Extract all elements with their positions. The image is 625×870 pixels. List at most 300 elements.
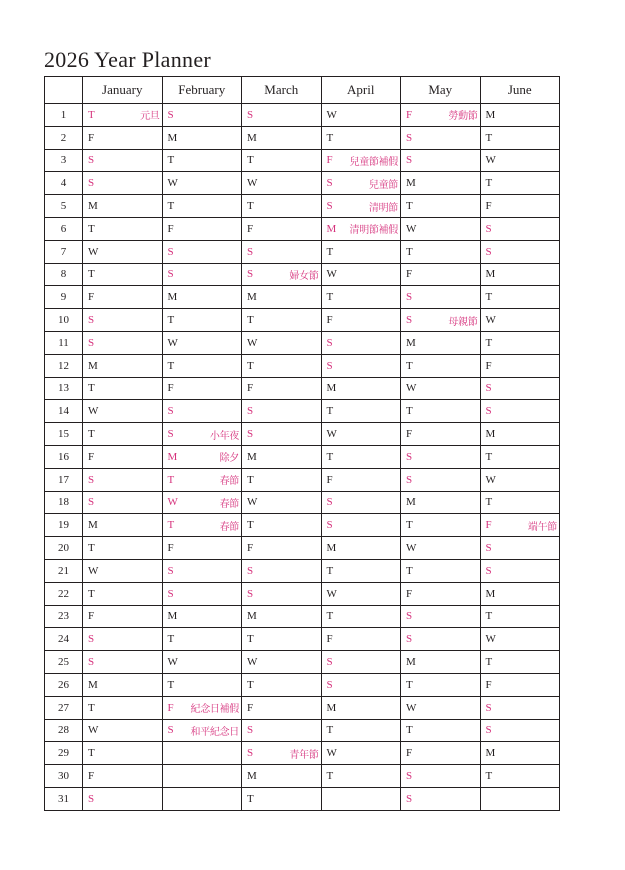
day-cell-january[interactable] <box>83 331 163 354</box>
day-cell-may[interactable] <box>401 651 481 674</box>
month-header-january: January <box>83 77 163 104</box>
weekday-letter: F <box>485 678 492 691</box>
day-cell-may[interactable] <box>401 263 481 286</box>
weekday-letter: T <box>485 656 493 669</box>
weekday-letter: S <box>326 336 333 349</box>
day-cell-january[interactable] <box>83 628 163 651</box>
day-row <box>45 172 560 195</box>
day-number: 4 <box>45 172 83 195</box>
day-cell-may[interactable] <box>401 240 481 263</box>
day-cell-february[interactable] <box>162 172 242 195</box>
day-cell-january[interactable] <box>83 217 163 240</box>
day-cell-june[interactable] <box>480 354 560 377</box>
weekday-letter: S <box>326 678 333 691</box>
day-cell-february[interactable] <box>162 423 242 446</box>
day-cell-january[interactable] <box>83 651 163 674</box>
weekday-letter: T <box>326 131 334 144</box>
weekday-letter: S <box>167 405 174 418</box>
day-cell-january[interactable] <box>83 240 163 263</box>
weekday-letter: S <box>88 496 95 509</box>
day-cell-january[interactable] <box>83 514 163 537</box>
day-cell-may[interactable] <box>401 491 481 514</box>
day-cell-april[interactable] <box>321 195 401 218</box>
day-cell-march[interactable] <box>242 445 322 468</box>
day-cell-march[interactable] <box>242 240 322 263</box>
day-cell-march[interactable] <box>242 719 322 742</box>
day-cell-may[interactable] <box>401 605 481 628</box>
day-cell-april[interactable] <box>321 468 401 491</box>
day-cell-june[interactable] <box>480 514 560 537</box>
weekday-letter: T <box>247 519 254 532</box>
day-cell-june[interactable] <box>480 286 560 309</box>
day-cell-april[interactable] <box>321 104 401 127</box>
day-cell-april[interactable] <box>321 559 401 582</box>
day-number: 12 <box>45 354 83 377</box>
day-cell-may[interactable] <box>401 559 481 582</box>
day-cell-may[interactable] <box>401 104 481 127</box>
day-cell-may[interactable] <box>401 331 481 354</box>
weekday-letter: F <box>167 382 174 395</box>
day-cell-june[interactable] <box>480 217 560 240</box>
weekday-letter: W <box>247 336 258 349</box>
day-cell-february[interactable] <box>162 445 242 468</box>
day-cell-june[interactable] <box>480 765 560 788</box>
day-cell-march[interactable] <box>242 354 322 377</box>
day-cell-june[interactable] <box>480 172 560 195</box>
day-cell-april[interactable] <box>321 651 401 674</box>
weekday-letter: M <box>406 336 416 349</box>
day-cell-march[interactable] <box>242 742 322 765</box>
day-cell-march[interactable] <box>242 514 322 537</box>
day-cell-may[interactable] <box>401 172 481 195</box>
weekday-letter: F <box>326 473 333 486</box>
weekday-letter: F <box>406 108 413 121</box>
weekday-letter: T <box>485 336 493 349</box>
weekday-letter: F <box>485 519 492 532</box>
weekday-letter: T <box>167 473 175 486</box>
day-number: 3 <box>45 149 83 172</box>
day-cell-june[interactable] <box>480 491 560 514</box>
day-cell-april[interactable] <box>321 423 401 446</box>
day-cell-june[interactable] <box>480 537 560 560</box>
day-number: 1 <box>45 104 83 127</box>
day-cell-february[interactable] <box>162 719 242 742</box>
day-cell-january[interactable] <box>83 445 163 468</box>
day-cell-january[interactable] <box>83 104 163 127</box>
day-cell-april[interactable] <box>321 696 401 719</box>
day-cell-february[interactable] <box>162 400 242 423</box>
day-cell-april[interactable] <box>321 377 401 400</box>
day-cell-march[interactable] <box>242 126 322 149</box>
day-cell-january[interactable] <box>83 468 163 491</box>
day-cell-april[interactable] <box>321 240 401 263</box>
weekday-letter: F <box>485 200 492 213</box>
day-cell-june[interactable] <box>480 240 560 263</box>
weekday-letter: S <box>88 473 95 486</box>
day-number: 7 <box>45 240 83 263</box>
day-cell-april[interactable] <box>321 331 401 354</box>
weekday-letter: S <box>167 108 174 121</box>
weekday-letter: S <box>88 633 95 646</box>
day-cell-april[interactable] <box>321 765 401 788</box>
day-row <box>45 309 560 332</box>
day-cell-january[interactable] <box>83 149 163 172</box>
day-cell-april[interactable] <box>321 400 401 423</box>
day-cell-june[interactable] <box>480 331 560 354</box>
day-cell-april[interactable] <box>321 514 401 537</box>
weekday-letter: W <box>485 154 496 167</box>
page-title: 2026 Year Planner <box>44 47 212 72</box>
day-row <box>45 240 560 263</box>
day-cell-january[interactable] <box>83 354 163 377</box>
day-number: 27 <box>45 696 83 719</box>
holiday-label: 勞動節 <box>448 111 478 123</box>
day-cell-february[interactable] <box>162 605 242 628</box>
day-cell-march[interactable] <box>242 673 322 696</box>
day-cell-february[interactable] <box>162 514 242 537</box>
day-cell-april[interactable] <box>321 491 401 514</box>
day-cell-june[interactable] <box>480 104 560 127</box>
holiday-label: 母親節 <box>448 316 478 328</box>
day-cell-march[interactable] <box>242 787 322 810</box>
day-number: 22 <box>45 582 83 605</box>
day-cell-may[interactable] <box>401 582 481 605</box>
weekday-letter: W <box>406 382 417 395</box>
day-cell-may[interactable] <box>401 445 481 468</box>
weekday-letter: M <box>167 291 178 304</box>
day-cell-march[interactable] <box>242 286 322 309</box>
day-cell-march[interactable] <box>242 537 322 560</box>
day-cell-january[interactable] <box>83 765 163 788</box>
weekday-letter: M <box>88 359 98 372</box>
day-cell-january[interactable] <box>83 605 163 628</box>
day-cell-april[interactable] <box>321 628 401 651</box>
day-cell-february[interactable] <box>162 126 242 149</box>
weekday-letter: S <box>485 222 492 235</box>
weekday-letter: F <box>88 131 95 144</box>
day-number: 18 <box>45 491 83 514</box>
day-cell-april[interactable] <box>321 286 401 309</box>
day-cell-march[interactable] <box>242 400 322 423</box>
day-cell-february[interactable] <box>162 286 242 309</box>
weekday-letter: T <box>88 222 95 235</box>
day-number: 17 <box>45 468 83 491</box>
day-cell-february[interactable] <box>162 468 242 491</box>
weekday-letter: T <box>247 473 254 486</box>
day-cell-may[interactable] <box>401 537 481 560</box>
weekday-letter: S <box>406 610 413 623</box>
day-cell-february[interactable] <box>162 582 242 605</box>
day-number: 15 <box>45 423 83 446</box>
day-cell-january[interactable] <box>83 172 163 195</box>
day-cell-january[interactable] <box>83 126 163 149</box>
day-cell-may[interactable] <box>401 696 481 719</box>
day-cell-june[interactable] <box>480 423 560 446</box>
day-cell-may[interactable] <box>401 354 481 377</box>
day-cell-february[interactable] <box>162 263 242 286</box>
weekday-letter: F <box>88 770 95 782</box>
day-cell-may[interactable] <box>401 673 481 696</box>
day-row <box>45 423 560 446</box>
weekday-letter: F <box>406 268 413 281</box>
weekday-letter: W <box>247 656 258 669</box>
day-cell-june[interactable] <box>480 263 560 286</box>
header-corner-cell <box>45 77 83 104</box>
day-cell-january[interactable] <box>83 696 163 719</box>
day-cell-june[interactable] <box>480 126 560 149</box>
holiday-label: 清明節 <box>368 202 398 214</box>
day-cell-june[interactable] <box>480 787 560 810</box>
weekday-letter: T <box>88 428 95 441</box>
day-cell-january[interactable] <box>83 787 163 810</box>
day-row <box>45 491 560 514</box>
weekday-letter: M <box>406 496 416 509</box>
day-cell-february[interactable] <box>162 149 242 172</box>
weekday-letter: T <box>326 450 334 463</box>
day-cell-march[interactable] <box>242 309 322 332</box>
day-cell-march[interactable] <box>242 651 322 674</box>
holiday-label: 清明節補假 <box>349 225 398 237</box>
day-cell-february[interactable] <box>162 742 242 765</box>
day-cell-january[interactable] <box>83 673 163 696</box>
day-cell-january[interactable] <box>83 719 163 742</box>
day-row <box>45 377 560 400</box>
weekday-letter: T <box>247 633 254 646</box>
weekday-letter: F <box>88 450 95 463</box>
day-cell-january[interactable] <box>83 559 163 582</box>
month-header-april: April <box>321 77 401 104</box>
day-cell-january[interactable] <box>83 377 163 400</box>
day-cell-february[interactable] <box>162 331 242 354</box>
day-cell-february[interactable] <box>162 628 242 651</box>
day-cell-april[interactable] <box>321 354 401 377</box>
weekday-letter: F <box>88 291 95 304</box>
day-cell-june[interactable] <box>480 605 560 628</box>
day-cell-february[interactable] <box>162 673 242 696</box>
day-cell-january[interactable] <box>83 742 163 765</box>
day-row <box>45 263 560 286</box>
day-cell-may[interactable] <box>401 126 481 149</box>
day-cell-february[interactable] <box>162 354 242 377</box>
weekday-letter: M <box>485 108 496 121</box>
day-cell-january[interactable] <box>83 582 163 605</box>
weekday-letter: S <box>247 747 254 760</box>
day-cell-february[interactable] <box>162 537 242 560</box>
weekday-letter: T <box>406 200 413 213</box>
weekday-letter: F <box>167 542 174 555</box>
holiday-label: 元旦 <box>140 111 160 123</box>
weekday-letter: M <box>326 382 337 395</box>
weekday-letter: F <box>326 633 333 646</box>
day-cell-march[interactable] <box>242 172 322 195</box>
day-row <box>45 651 560 674</box>
day-cell-may[interactable] <box>401 514 481 537</box>
day-cell-april[interactable] <box>321 217 401 240</box>
holiday-label: 春節 <box>219 521 239 533</box>
day-cell-june[interactable] <box>480 651 560 674</box>
weekday-letter: W <box>167 177 178 190</box>
day-cell-april[interactable] <box>321 742 401 765</box>
day-cell-january[interactable] <box>83 286 163 309</box>
day-cell-april[interactable] <box>321 673 401 696</box>
weekday-letter: M <box>406 656 416 669</box>
day-cell-april[interactable] <box>321 582 401 605</box>
holiday-label: 端午節 <box>527 521 557 533</box>
day-cell-march[interactable] <box>242 331 322 354</box>
weekday-letter: S <box>406 770 413 782</box>
day-cell-march[interactable] <box>242 696 322 719</box>
day-cell-june[interactable] <box>480 149 560 172</box>
weekday-letter: S <box>88 177 95 190</box>
weekday-letter: S <box>247 587 254 600</box>
weekday-letter: S <box>167 268 174 281</box>
day-cell-april[interactable] <box>321 172 401 195</box>
day-cell-march[interactable] <box>242 559 322 582</box>
weekday-letter: W <box>326 587 337 600</box>
day-row <box>45 331 560 354</box>
day-row <box>45 445 560 468</box>
day-cell-february[interactable] <box>162 377 242 400</box>
day-cell-january[interactable] <box>83 195 163 218</box>
day-cell-may[interactable] <box>401 217 481 240</box>
weekday-letter: S <box>326 177 333 190</box>
weekday-letter: T <box>406 724 413 737</box>
day-cell-may[interactable] <box>401 377 481 400</box>
holiday-label: 兒童節 <box>368 179 398 191</box>
day-cell-may[interactable] <box>401 742 481 765</box>
day-cell-march[interactable] <box>242 149 322 172</box>
day-cell-january[interactable] <box>83 537 163 560</box>
day-cell-june[interactable] <box>480 719 560 742</box>
day-cell-june[interactable] <box>480 445 560 468</box>
day-cell-march[interactable] <box>242 468 322 491</box>
weekday-letter: M <box>485 587 496 600</box>
weekday-letter: S <box>167 724 174 737</box>
weekday-letter: T <box>167 678 175 691</box>
day-cell-april[interactable] <box>321 537 401 560</box>
day-cell-april[interactable] <box>321 263 401 286</box>
day-cell-april[interactable] <box>321 605 401 628</box>
weekday-letter: M <box>485 268 496 281</box>
day-cell-february[interactable] <box>162 309 242 332</box>
day-cell-june[interactable] <box>480 628 560 651</box>
weekday-letter: T <box>326 245 334 258</box>
day-cell-may[interactable] <box>401 787 481 810</box>
day-cell-march[interactable] <box>242 582 322 605</box>
day-number: 26 <box>45 673 83 696</box>
weekday-letter: T <box>485 610 493 623</box>
holiday-label: 春節 <box>219 498 239 510</box>
day-cell-june[interactable] <box>480 195 560 218</box>
day-cell-may[interactable] <box>401 149 481 172</box>
day-cell-march[interactable] <box>242 765 322 788</box>
day-cell-february[interactable] <box>162 240 242 263</box>
day-cell-june[interactable] <box>480 400 560 423</box>
day-number: 20 <box>45 537 83 560</box>
day-cell-february[interactable] <box>162 651 242 674</box>
day-cell-june[interactable] <box>480 582 560 605</box>
day-cell-march[interactable] <box>242 195 322 218</box>
day-cell-march[interactable] <box>242 263 322 286</box>
day-cell-april[interactable] <box>321 309 401 332</box>
weekday-letter: T <box>406 519 413 532</box>
day-number: 6 <box>45 217 83 240</box>
weekday-letter: S <box>326 496 333 509</box>
day-cell-may[interactable] <box>401 309 481 332</box>
day-cell-january[interactable] <box>83 423 163 446</box>
day-cell-march[interactable] <box>242 423 322 446</box>
day-cell-february[interactable] <box>162 787 242 810</box>
weekday-letter: W <box>88 724 99 737</box>
day-cell-may[interactable] <box>401 423 481 446</box>
day-cell-june[interactable] <box>480 673 560 696</box>
day-cell-february[interactable] <box>162 559 242 582</box>
day-cell-may[interactable] <box>401 286 481 309</box>
day-cell-march[interactable] <box>242 491 322 514</box>
day-cell-january[interactable] <box>83 263 163 286</box>
day-cell-june[interactable] <box>480 559 560 582</box>
holiday-label: 紀念日補假 <box>190 704 239 716</box>
day-cell-january[interactable] <box>83 400 163 423</box>
weekday-letter: S <box>247 564 254 577</box>
day-cell-february[interactable] <box>162 217 242 240</box>
day-cell-march[interactable] <box>242 605 322 628</box>
day-cell-january[interactable] <box>83 309 163 332</box>
day-cell-june[interactable] <box>480 742 560 765</box>
day-cell-january[interactable] <box>83 491 163 514</box>
day-number: 11 <box>45 331 83 354</box>
weekday-letter: T <box>167 359 175 372</box>
day-cell-june[interactable] <box>480 468 560 491</box>
day-cell-march[interactable] <box>242 217 322 240</box>
day-cell-may[interactable] <box>401 468 481 491</box>
day-cell-february[interactable] <box>162 104 242 127</box>
day-row <box>45 195 560 218</box>
day-cell-april[interactable] <box>321 149 401 172</box>
day-cell-may[interactable] <box>401 719 481 742</box>
day-cell-february[interactable] <box>162 696 242 719</box>
day-cell-april[interactable] <box>321 719 401 742</box>
day-cell-may[interactable] <box>401 765 481 788</box>
day-cell-june[interactable] <box>480 377 560 400</box>
weekday-letter: F <box>88 610 95 623</box>
weekday-letter: W <box>406 701 417 714</box>
day-cell-february[interactable] <box>162 765 242 788</box>
weekday-letter: M <box>167 131 178 144</box>
day-cell-april[interactable] <box>321 445 401 468</box>
holiday-label: 兒童節補假 <box>349 156 398 168</box>
day-row <box>45 673 560 696</box>
day-cell-june[interactable] <box>480 309 560 332</box>
day-cell-may[interactable] <box>401 628 481 651</box>
weekday-letter: T <box>88 268 95 281</box>
day-cell-june[interactable] <box>480 696 560 719</box>
day-row <box>45 787 560 810</box>
weekday-letter: M <box>88 200 98 213</box>
day-cell-april[interactable] <box>321 787 401 810</box>
day-cell-february[interactable] <box>162 491 242 514</box>
day-cell-march[interactable] <box>242 377 322 400</box>
day-cell-may[interactable] <box>401 400 481 423</box>
day-number: 5 <box>45 195 83 218</box>
day-cell-april[interactable] <box>321 126 401 149</box>
day-cell-march[interactable] <box>242 104 322 127</box>
day-row <box>45 765 560 788</box>
day-cell-march[interactable] <box>242 628 322 651</box>
day-cell-may[interactable] <box>401 195 481 218</box>
day-cell-february[interactable] <box>162 195 242 218</box>
weekday-letter: T <box>88 747 95 760</box>
